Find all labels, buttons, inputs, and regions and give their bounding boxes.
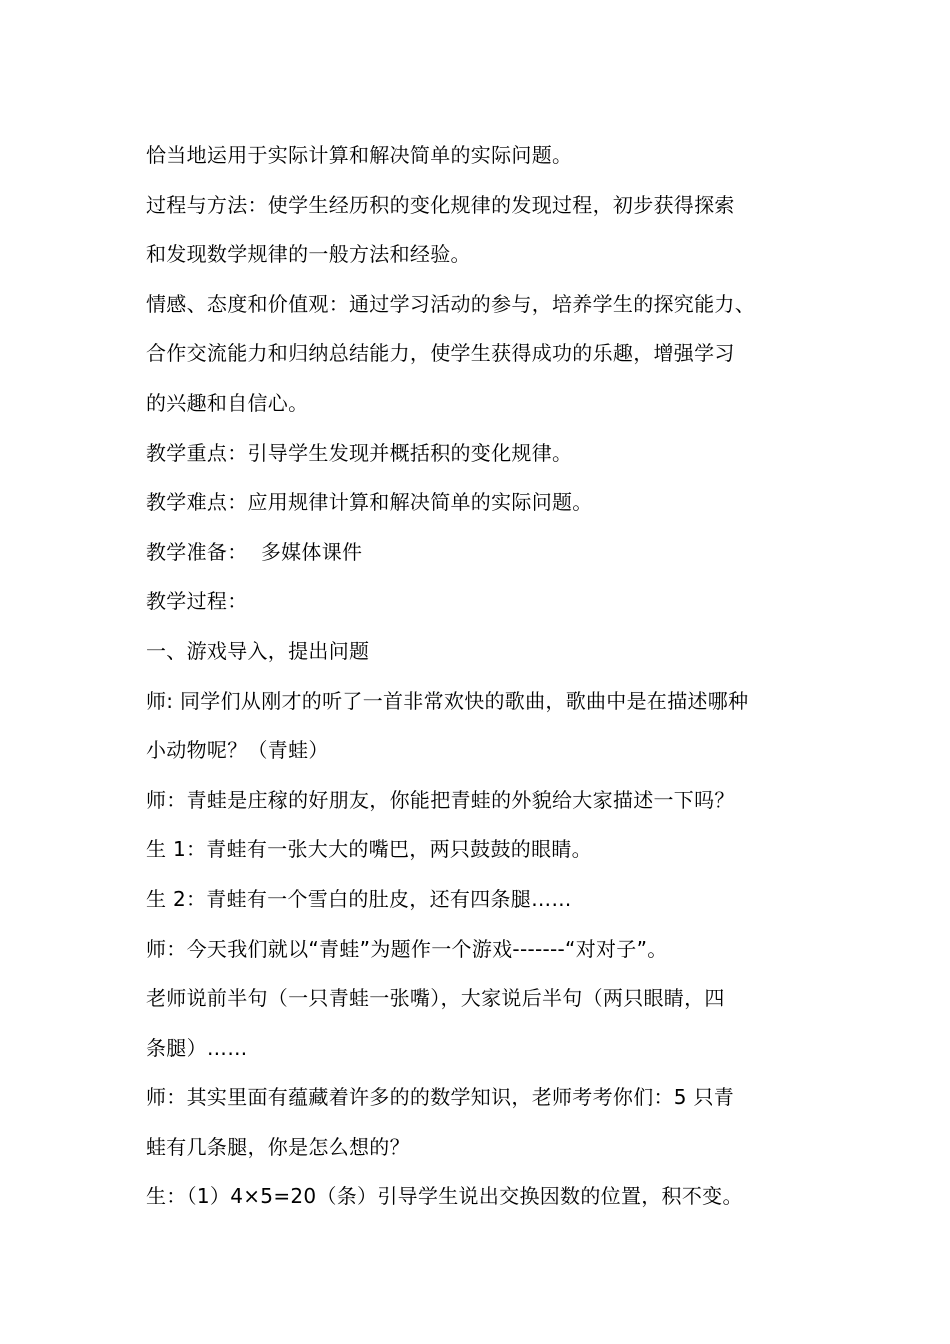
text-line: 教学重点：引导学生发现并概括积的变化规律。 (146, 440, 573, 465)
text-line: 合作交流能力和归纳总结能力，使学生获得成功的乐趣，增强学习 (146, 341, 735, 366)
text-line: 生 2：青蛙有一个雪白的肚皮，还有四条腿…… (146, 886, 572, 911)
text-line: 教学过程： (146, 589, 248, 614)
section-heading: 一、游戏导入，提出问题 (146, 638, 370, 663)
text-line: 情感、态度和价值观：通过学习活动的参与，培养学生的探究能力、 (146, 291, 755, 316)
text-line: 师：今天我们就以“青蛙”为题作一个游戏-------“对对子”。 (146, 936, 668, 961)
text-line: 蛙有几条腿，你是怎么想的？ (146, 1134, 410, 1159)
text-line: 师：青蛙是庄稼的好朋友，你能把青蛙的外貌给大家描述一下吗？ (146, 787, 735, 812)
text-line: 师：其实里面有蕴藏着许多的的数学知识，老师考考你们：5 只青 (146, 1085, 735, 1110)
text-line: 教学难点：应用规律计算和解决简单的实际问题。 (146, 490, 593, 515)
text-line: 生 1：青蛙有一张大大的嘴巴，两只鼓鼓的眼睛。 (146, 837, 592, 862)
text-line: 条腿）…… (146, 1035, 248, 1060)
text-line: 过程与方法：使学生经历积的变化规律的发现过程，初步获得探索 (146, 192, 735, 217)
document-body (146, 131, 836, 1222)
text-line: 小动物呢？（青蛙） (146, 738, 329, 763)
text-line: 教学准备： 多媒体课件 (146, 539, 363, 564)
text-line: 和发现数学规律的一般方法和经验。 (146, 242, 471, 267)
text-line: 的兴趣和自信心。 (146, 390, 309, 415)
text-line: 师: 同学们从刚才的听了一首非常欢快的歌曲，歌曲中是在描述哪种 (146, 688, 749, 713)
text-line: 老师说前半句（一只青蛙一张嘴），大家说后半句（两只眼睛，四 (146, 986, 725, 1011)
text-line: 恰当地运用于实际计算和解决简单的实际问题。 (146, 143, 573, 167)
text-line: 生：（1）4×5=20（条）引导学生说出交换因数的位置，积不变。 (146, 1184, 743, 1209)
